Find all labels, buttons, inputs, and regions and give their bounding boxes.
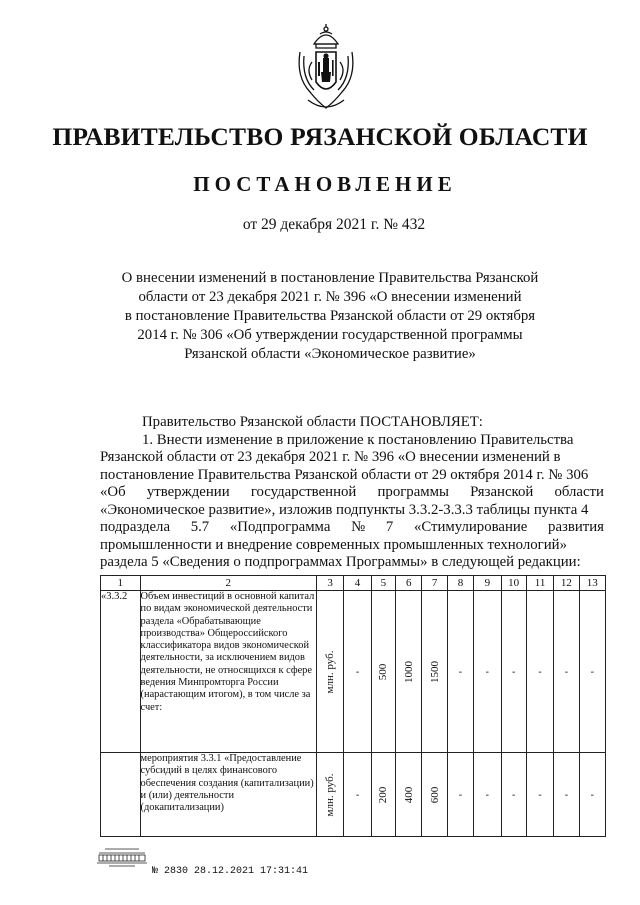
value: - (458, 789, 463, 800)
value: 200 (377, 786, 390, 803)
value-cell (554, 753, 579, 837)
value: - (538, 666, 542, 677)
row-code: «3.3.2 (101, 591, 141, 753)
subject-line: О внесении изменений в постановление Правительства Рязанской (121, 270, 539, 286)
column-header: 1 (101, 576, 141, 591)
paragraph-line: промышленности и внедрение современных промышленных технологий» (100, 536, 567, 553)
value-cell (422, 591, 447, 753)
value-cell (554, 591, 579, 753)
word: № (351, 519, 366, 535)
value: - (485, 666, 489, 677)
subject-line: 2014 г. № 306 «Об утверждении государственной программы (137, 327, 523, 343)
paragraph-line: «Экономическое развитие», изложив подпункты 3.3.2-3.3.3 таблицы пункта 4 (100, 501, 589, 518)
value: - (485, 789, 489, 800)
subject-line: в постановление Правительства Рязанской области от 29 октября (124, 308, 536, 324)
word: 5.7 (190, 519, 210, 535)
value: - (512, 789, 516, 800)
paragraph-line: Рязанской области от 23 декабря 2021 г. № 396 «О внесении изменений в (100, 449, 561, 465)
word: «Подпрограмма (229, 519, 331, 535)
row-description: мероприятия 3.3.1 «Предоставление субсидий в целях финансового обеспечения создания (капитализации) и (или) деятельности (докапитализации) (140, 753, 316, 837)
value: 600 (428, 786, 441, 803)
unit-cell (316, 591, 343, 753)
word: развития (548, 519, 604, 535)
document-type-heading: ПОСТАНОВЛЕНИЕ (193, 172, 457, 196)
value: 400 (402, 786, 415, 803)
row-description: Объем инвестиций в основной капитал по видам экономической деятельности раздела «Обрабатывающие производства» Общероссийского классификатора видов экономической деятельности, за исключением видов деятельности, не относящихся к сфере ведения Минпромторга России (нарастающим итогом), в том числе за счет: (140, 591, 316, 753)
document-system-logo-icon (95, 846, 149, 868)
table-row (101, 753, 606, 837)
value: 1000 (402, 660, 415, 683)
ryazan-coat-of-arms-icon (294, 22, 358, 114)
value-cell (526, 591, 553, 753)
word: 7 (385, 519, 394, 535)
value-cell (344, 753, 371, 837)
table-row (101, 591, 606, 753)
paragraph-line: постановление Правительства Рязанской области от 29 октября 2014 г. № 306 (100, 466, 589, 483)
column-header: 12 (554, 576, 579, 591)
decree-subject (110, 269, 550, 364)
value: - (564, 666, 569, 677)
value-cell (344, 591, 371, 753)
column-header: 2 (140, 576, 316, 591)
organization-title: ПРАВИТЕЛЬСТВО РЯЗАНСКОЙ ОБЛАСТИ (52, 122, 588, 151)
word: «Стимулирование (413, 519, 528, 535)
value-cell (447, 591, 473, 753)
word: утверждении (146, 484, 230, 500)
value: - (590, 666, 594, 677)
value: - (355, 789, 360, 800)
value: - (512, 666, 516, 677)
word: «Об (100, 484, 126, 500)
body-intro: Правительство Рязанской области ПОСТАНОВЛЯЕТ: (142, 414, 483, 430)
paragraph-line-justified (100, 484, 604, 502)
value-cell (526, 753, 553, 837)
unit-cell (316, 753, 343, 837)
column-header: 13 (579, 576, 605, 591)
value-cell (422, 753, 447, 837)
table-header-row (101, 576, 606, 591)
subprogram-table (100, 575, 606, 837)
value-cell (501, 591, 526, 753)
unit-label: млн. руб. (324, 773, 337, 816)
row-code (101, 753, 141, 837)
decree-body (100, 414, 604, 572)
registration-stamp: № 2830 28.12.2021 17:31:41 (152, 866, 309, 877)
word: государственной (250, 484, 357, 500)
value: - (458, 666, 463, 677)
value-cell (371, 753, 395, 837)
value-cell (474, 591, 501, 753)
value: - (564, 789, 569, 800)
value: - (590, 789, 594, 800)
value-cell (371, 591, 395, 753)
paragraph-line: 1. Внести изменение в приложение к постановлению Правительства (142, 431, 574, 448)
value: - (355, 666, 360, 677)
value-cell (579, 753, 605, 837)
decree-date-number: от 29 декабря 2021 г. № 432 (242, 216, 426, 233)
column-header: 10 (501, 576, 526, 591)
paragraph-line-justified (100, 519, 604, 537)
unit-label: млн. руб. (324, 650, 337, 693)
value-cell (447, 753, 473, 837)
subject-line: Рязанской области «Экономическое развитие» (184, 346, 476, 362)
value: 1500 (428, 660, 441, 683)
column-header: 3 (316, 576, 343, 591)
value: 500 (377, 663, 390, 680)
subject-line: области от 23 декабря 2021 г. № 396 «О внесении изменений (138, 289, 522, 305)
word: Рязанской (470, 484, 534, 500)
column-header: 5 (371, 576, 395, 591)
paragraph-line: раздела 5 «Сведения о подпрограммах Программы» в следующей редакции: (100, 554, 581, 570)
column-header: 11 (526, 576, 553, 591)
value-cell (396, 753, 422, 837)
word: подраздела (100, 519, 171, 535)
column-header: 7 (422, 576, 447, 591)
value-cell (501, 753, 526, 837)
value-cell (579, 591, 605, 753)
value-cell (474, 753, 501, 837)
word: области (554, 484, 604, 500)
column-header: 6 (396, 576, 422, 591)
value: - (538, 789, 542, 800)
column-header: 9 (474, 576, 501, 591)
column-header: 4 (344, 576, 371, 591)
value-cell (396, 591, 422, 753)
word: программы (377, 484, 449, 500)
column-header: 8 (447, 576, 473, 591)
